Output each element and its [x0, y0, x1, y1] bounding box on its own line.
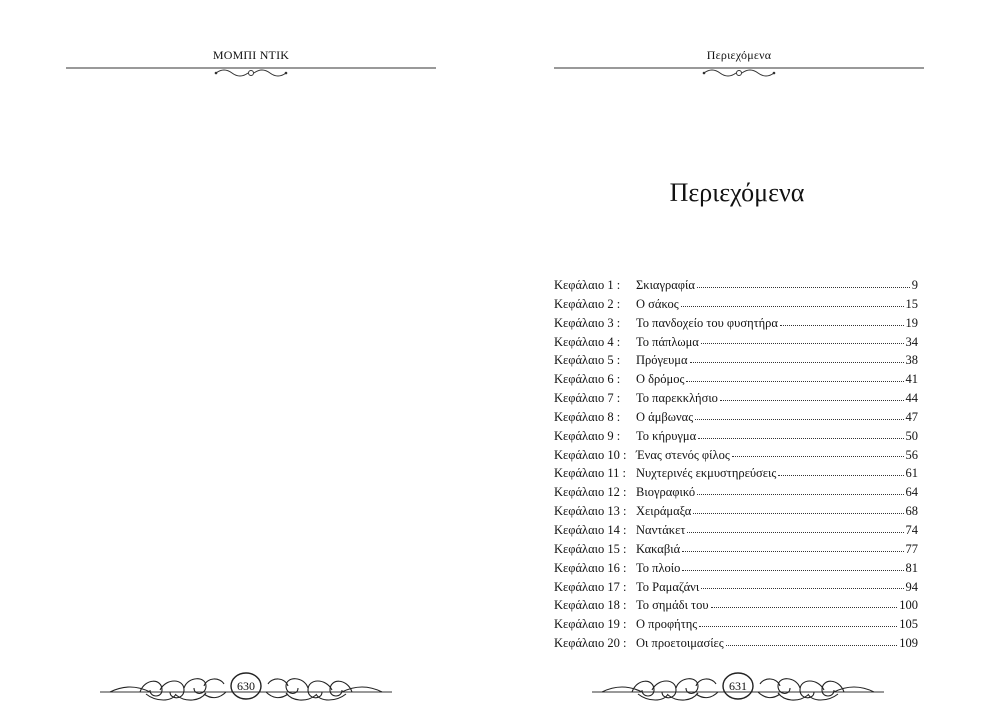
toc-page-number: 50 — [905, 428, 918, 443]
toc-page-number: 74 — [905, 522, 918, 537]
running-head-section: Περιεχόμενα — [706, 48, 772, 62]
toc-chapter-name: Χειράμαξα — [636, 504, 692, 519]
toc-chapter-name: Το πάπλωμα — [636, 334, 699, 349]
toc-entry — [554, 540, 918, 559]
toc-chapter-label: Κεφάλαιο 13 : — [554, 504, 627, 519]
toc-dot-leader — [687, 532, 903, 533]
toc-entry — [554, 502, 918, 521]
toc-chapter-label: Κεφάλαιο 18 : — [554, 598, 627, 613]
toc-chapter-name: Ναντάκετ — [636, 522, 686, 537]
toc-dot-leader — [690, 362, 904, 363]
toc-chapter-name: Κακαβιά — [636, 541, 681, 556]
toc-chapter-label: Κεφάλαιο 16 : — [554, 560, 627, 575]
toc-chapter-name: Το παρεκκλήσιο — [636, 391, 718, 406]
toc-chapter-label: Κεφάλαιο 6 : — [554, 372, 621, 387]
toc-chapter-name: Οι προετοιμασίες — [636, 636, 724, 651]
toc-page-number: 38 — [905, 353, 918, 368]
toc-page-number: 61 — [905, 466, 918, 481]
toc-chapter-label: Κεφάλαιο 10 : — [554, 447, 627, 462]
toc-chapter-label: Κεφάλαιο 7 : — [554, 391, 621, 406]
toc-dot-leader — [701, 588, 903, 589]
toc-chapter-name: Ο άμβωνας — [636, 409, 694, 424]
toc-entry — [554, 615, 918, 634]
toc-chapter-label: Κεφάλαιο 11 : — [554, 466, 627, 481]
running-head-book-title: ΜΟΜΠΙ ΝΤΙΚ — [212, 48, 290, 62]
toc-chapter-name: Το πανδοχείο του φυσητήρα — [636, 315, 778, 330]
toc-dot-leader — [778, 475, 903, 476]
toc-entry — [554, 427, 918, 446]
toc-entry — [554, 464, 918, 483]
toc-page-number: 81 — [905, 560, 918, 575]
toc-page-number: 19 — [905, 315, 918, 330]
toc-chapter-label: Κεφάλαιο 14 : — [554, 522, 627, 537]
toc-chapter-label: Κεφάλαιο 5 : — [554, 353, 621, 368]
header-ornament-rule — [66, 64, 436, 80]
toc-page-number: 64 — [905, 485, 918, 500]
toc-entry — [554, 389, 918, 408]
toc-chapter-label: Κεφάλαιο 1 : — [554, 278, 621, 292]
toc-dot-leader — [682, 570, 903, 571]
toc-entry — [554, 351, 918, 370]
toc-page-number: 68 — [905, 504, 918, 519]
toc-entry — [554, 559, 918, 578]
toc-page-number: 44 — [905, 391, 918, 406]
toc-chapter-label: Κεφάλαιο 17 : — [554, 579, 627, 594]
toc-dot-leader — [720, 400, 904, 401]
toc-title: Περιεχόμενα — [669, 178, 805, 207]
toc-chapter-label: Κεφάλαιο 9 : — [554, 428, 621, 443]
toc-chapter-name: Βιογραφικό — [636, 485, 696, 500]
toc-chapter-label: Κεφάλαιο 3 : — [554, 315, 621, 330]
toc-dot-leader — [693, 513, 903, 514]
toc-chapter-name: Νυχτερινές εκμυστηρεύσεις — [636, 466, 777, 481]
toc-page-number: 77 — [905, 541, 918, 556]
page-number: 630 — [237, 679, 255, 693]
toc-page-number: 34 — [905, 334, 918, 349]
toc-entry — [554, 446, 918, 465]
toc-dot-leader — [701, 343, 904, 344]
toc-page-number: 41 — [905, 372, 918, 387]
toc-page-number: 94 — [905, 579, 918, 594]
toc-dot-leader — [780, 325, 904, 326]
toc-page-number: 56 — [905, 447, 918, 462]
toc-chapter-label: Κεφάλαιο 2 : — [554, 296, 621, 311]
toc-chapter-name: Σκιαγραφία — [636, 278, 695, 292]
toc-entry — [554, 578, 918, 597]
toc-entry — [554, 314, 918, 333]
toc-entry — [554, 276, 918, 295]
toc-dot-leader — [697, 494, 903, 495]
toc-chapter-label: Κεφάλαιο 12 : — [554, 485, 627, 500]
toc-chapter-name: Το σημάδι του — [636, 598, 709, 613]
toc-chapter-name: Το πλοίο — [636, 560, 681, 575]
toc-chapter-label: Κεφάλαιο 20 : — [554, 636, 627, 651]
toc-entry — [554, 634, 918, 653]
toc-entry — [554, 483, 918, 502]
toc-dot-leader — [732, 456, 904, 457]
toc-entry — [554, 408, 918, 427]
header-ornament-rule — [554, 64, 924, 80]
toc-entry — [554, 370, 918, 389]
toc-chapter-label: Κεφάλαιο 15 : — [554, 541, 627, 556]
toc-page-number: 100 — [899, 598, 918, 613]
toc-chapter-name: Πρόγευμα — [636, 353, 688, 368]
toc-chapter-label: Κεφάλαιο 8 : — [554, 409, 621, 424]
toc-page-number: 105 — [899, 617, 918, 632]
toc-page-number: 109 — [899, 636, 918, 651]
toc-dot-leader — [699, 626, 897, 627]
left-page — [0, 0, 494, 725]
toc-dot-leader — [711, 607, 898, 608]
toc-entry — [554, 295, 918, 314]
toc-page-number: 47 — [905, 409, 918, 424]
right-page — [494, 0, 989, 725]
toc-chapter-label: Κεφάλαιο 4 : — [554, 334, 621, 349]
toc-dot-leader — [695, 419, 903, 420]
toc-page-number: 9 — [911, 278, 918, 292]
toc-chapter-name: Το Ραμαζάνι — [636, 579, 700, 594]
toc-dot-leader — [697, 287, 910, 288]
toc-chapter-name: Το κήρυγμα — [636, 428, 697, 443]
toc-page-number: 15 — [905, 296, 918, 311]
toc-dot-leader — [726, 645, 897, 646]
table-of-contents — [554, 276, 918, 653]
toc-chapter-name: Ο δρόμος — [636, 372, 685, 387]
toc-entry — [554, 333, 918, 352]
toc-dot-leader — [686, 381, 903, 382]
toc-chapter-name: Ο προφήτης — [636, 617, 698, 632]
page-number: 631 — [729, 679, 747, 693]
toc-entry — [554, 596, 918, 615]
toc-entry — [554, 521, 918, 540]
toc-chapter-name: Ο σάκος — [636, 296, 679, 311]
toc-dot-leader — [698, 438, 903, 439]
toc-dot-leader — [681, 306, 904, 307]
toc-chapter-label: Κεφάλαιο 19 : — [554, 617, 627, 632]
toc-chapter-name: Ένας στενός φίλος — [636, 447, 730, 462]
toc-dot-leader — [682, 551, 903, 552]
